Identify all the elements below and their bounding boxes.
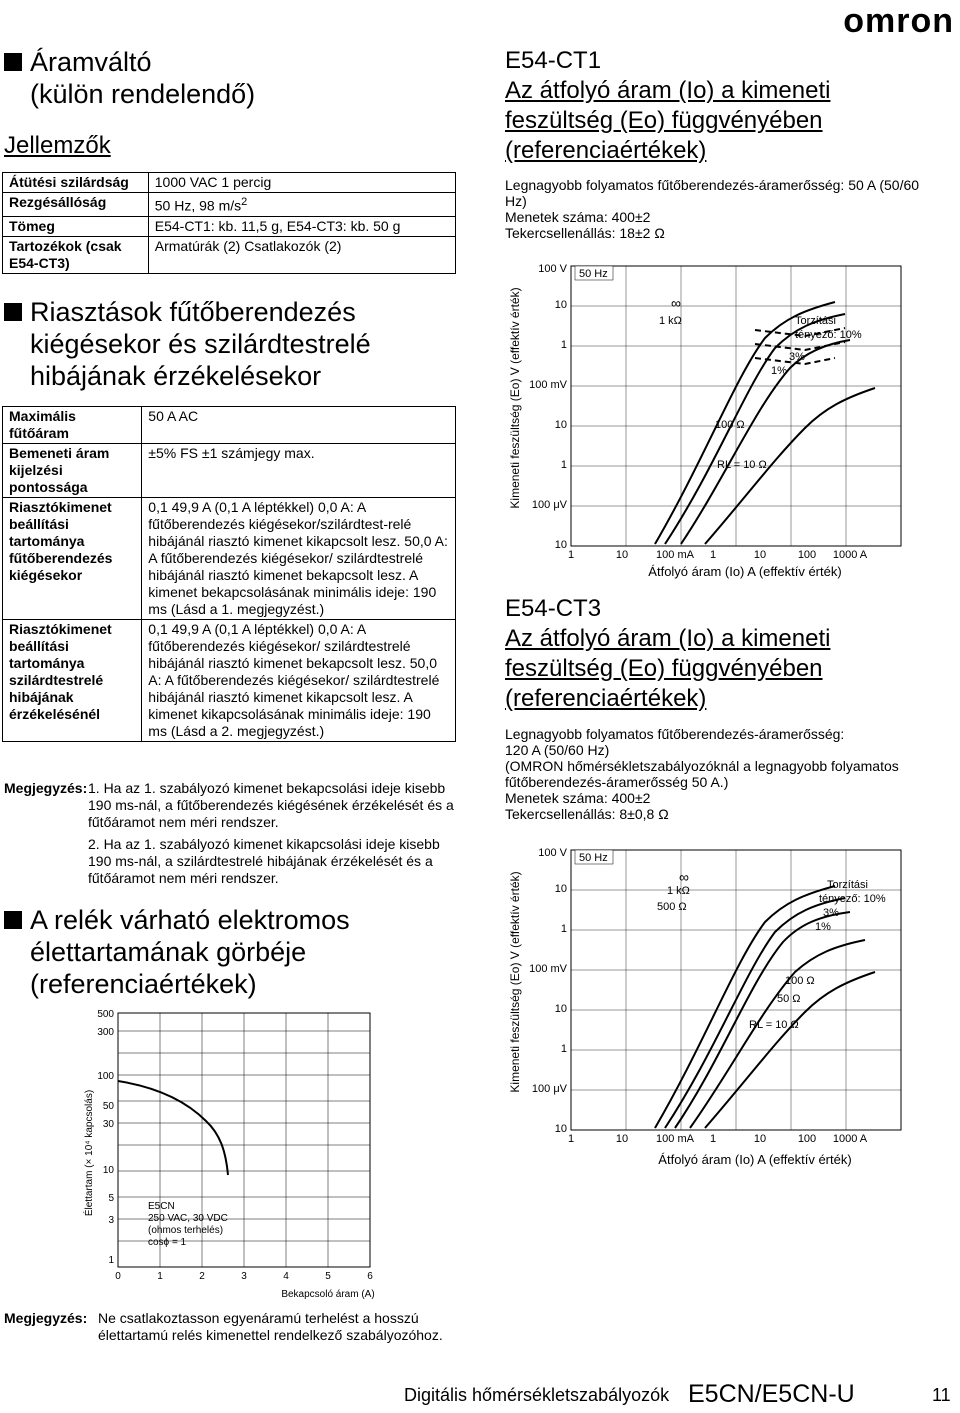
svg-text:10: 10 [554, 883, 567, 895]
svg-text:100 Ω: 100 Ω [715, 419, 745, 431]
life-xtick: 5 [325, 1271, 331, 1282]
life-ytick: 1 [108, 1255, 114, 1266]
svg-text:100 μV: 100 μV [531, 1083, 567, 1095]
ct3-chart [505, 842, 960, 1172]
svg-text:10: 10 [753, 549, 767, 561]
life-ytick: 3 [108, 1215, 114, 1226]
ct1-specs: Legnagyobb folyamatos fűtőberendezés-áramerősség: 50 A (50/60 Hz) Menetek száma: 400±2 Tekercsellenállás: 18±2 Ω [505, 177, 920, 241]
bottom-note-label: Megjegyzés: [4, 1310, 88, 1326]
ct1-title: E54-CT1 Az átfolyó áram (Io) a kimeneti feszültség (Eo) függvényében (referenciaértékek) [505, 47, 831, 164]
jellemzok-heading: Jellemzők [4, 132, 111, 159]
section-title-aramvalto: Áramváltó (külön rendelendő) [4, 46, 255, 110]
square-bullet-icon [4, 911, 22, 929]
svg-text:1: 1 [560, 459, 567, 471]
life-ytick: 50 [102, 1101, 114, 1112]
ct1-xlabel: Átfolyó áram (Io) A (effektív érték) [648, 564, 842, 579]
life-ytick: 100 [97, 1071, 114, 1082]
life-xtick: 0 [115, 1271, 121, 1282]
section-title-life: A relék várható elektromos élettartamának görbéje (referenciaértékek) [4, 904, 350, 1000]
svg-text:100 V: 100 V [538, 263, 567, 275]
relay-life-chart [76, 1005, 396, 1305]
svg-text:100 mA: 100 mA [656, 549, 694, 561]
svg-text:10: 10 [554, 539, 567, 551]
life-xtick: 1 [157, 1271, 163, 1282]
ct3-title: E54-CT3 Az átfolyó áram (Io) a kimeneti feszültség (Eo) függvényében (referenciaértékek) [505, 595, 831, 712]
life-legend: (ohmos terhelés) [148, 1225, 224, 1236]
svg-text:10: 10 [554, 1123, 567, 1135]
svg-text:1000 A: 1000 A [832, 549, 868, 561]
ct3-ylabel: Kimeneti feszültség (Eo) V (effektív érték) [508, 871, 522, 1093]
life-xtick: 3 [241, 1271, 247, 1282]
svg-text:50 Ω: 50 Ω [777, 993, 801, 1005]
life-ylabel: Élettartam (× 10⁴ kapcsolás) [84, 1089, 95, 1217]
page-number: 11 [932, 1385, 951, 1405]
svg-text:10: 10 [615, 1133, 629, 1145]
section-title-riasztasok: Riasztások fűtőberendezés kiégésekor és szilárdtestrelé hibájának érzékelésekor [4, 296, 371, 392]
svg-text:RL = 10 Ω: RL = 10 Ω [749, 1019, 799, 1031]
spec-table: Átütési szilárdság 1000 VAC 1 percig Rezgésállóság 50 Hz, 98 $m/s^2$ Tömeg E54-CT1: kb. 11,5 g, E54-CT3: kb. 50 g Tartozékok (csak E54-CT3) Armatúrák (2) Csatlakozók (2) [2, 172, 456, 274]
life-legend: cosϕ = 1 [148, 1237, 187, 1248]
ct3-specs: Legnagyobb folyamatos fűtőberendezés-áramerősség: 120 A (50/60 Hz) (OMRON hőmérsékletszabályozóknál a legnagyobb folyamatos fűtőberendezés-áramerősség 50 A.) Menetek száma: 400±2 Tekercsellenállás: 8±0,8 Ω [505, 726, 899, 822]
square-bullet-icon [4, 53, 22, 71]
svg-text:1000 A: 1000 A [832, 1133, 868, 1145]
svg-text:3%: 3% [789, 351, 805, 363]
svg-text:10: 10 [554, 1003, 567, 1015]
ct1-chart [505, 258, 960, 588]
life-ytick: 5 [108, 1193, 114, 1204]
svg-text:1%: 1% [815, 921, 831, 933]
life-legend: 250 VAC, 30 VDC [148, 1213, 228, 1224]
svg-text:10: 10 [554, 419, 567, 431]
life-ytick: 500 [97, 1009, 114, 1020]
svg-text:10: 10 [753, 1133, 767, 1145]
svg-text:50 Hz: 50 Hz [579, 852, 608, 864]
svg-text:100 mA: 100 mA [656, 1133, 694, 1145]
svg-text:1%: 1% [771, 365, 787, 377]
svg-text:1: 1 [560, 1043, 567, 1055]
life-xtick: 2 [199, 1271, 205, 1282]
svg-text:1: 1 [560, 923, 567, 935]
footer-model: E5CN/E5CN-U [688, 1380, 855, 1408]
svg-text:100 mV: 100 mV [529, 379, 567, 391]
life-xlabel: Bekapcsoló áram (A) [281, 1289, 375, 1300]
svg-text:10: 10 [615, 549, 629, 561]
ct1-grid [571, 266, 901, 546]
square-bullet-icon [4, 303, 22, 321]
svg-text:100: 100 [797, 1133, 817, 1145]
svg-text:100 V: 100 V [538, 847, 567, 859]
note-2: 2. Ha az 1. szabályozó kimenet kikapcsolási ideje kisebb 190 ms-nál, a szilárdtestrelé hibájának érzékelését és a fűtőáramot nem méri rendszer. [88, 836, 440, 886]
svg-text:1: 1 [709, 549, 717, 561]
ct3-curves [655, 886, 875, 1128]
life-ytick: 30 [102, 1119, 114, 1130]
life-curve [118, 1081, 228, 1175]
svg-text:∞: ∞ [671, 295, 681, 311]
svg-text:1: 1 [567, 549, 575, 561]
bottom-note: Ne csatlakoztasson egyenáramú terhelést a hosszú élettartamú relés kimenettel rendelkező szabályozóhoz. [98, 1310, 443, 1343]
svg-text:RL = 10 Ω: RL = 10 Ω [717, 459, 767, 471]
svg-text:100: 100 [797, 549, 817, 561]
svg-text:tényező: 10%: tényező: 10% [819, 893, 886, 905]
notes-label: Megjegyzés: [4, 780, 88, 796]
ct3-grid [571, 850, 901, 1130]
life-xtick: 4 [283, 1271, 289, 1282]
omron-logo: omron [843, 2, 954, 40]
svg-text:100 Ω: 100 Ω [785, 975, 815, 987]
svg-text:∞: ∞ [679, 869, 689, 885]
svg-text:500 Ω: 500 Ω [657, 901, 687, 913]
life-xtick: 6 [367, 1271, 373, 1282]
svg-text:50 Hz: 50 Hz [579, 268, 608, 280]
svg-text:1: 1 [560, 339, 567, 351]
svg-text:100 μV: 100 μV [531, 499, 567, 511]
svg-text:tényező: 10%: tényező: 10% [795, 329, 862, 341]
svg-text:1 kΩ: 1 kΩ [659, 315, 682, 327]
footer-text: Digitális hőmérsékletszabályozók [404, 1385, 670, 1405]
life-ytick: 300 [97, 1027, 114, 1038]
svg-text:3%: 3% [823, 907, 839, 919]
note-1: 1. Ha az 1. szabályozó kimenet bekapcsolási ideje kisebb 190 ms-nál, a fűtőberendezés kiégésének érzékelését és a fűtőáramot nem méri rendszer. [88, 780, 454, 830]
svg-text:100 mV: 100 mV [529, 963, 567, 975]
alarm-table: Maximális fűtőáram 50 A AC Bemeneti áram kijelzési pontossága ±5% FS ±1 számjegy max. Riasztókimenet beállítási tartománya fűtőberendezés kiégésekor 0,1 49,9 A (0,1 A léptékkel) 0,0 A: A fűtőberendezés kiégésekor/szilárdtest-relé hibájánál riasztó kimenet kikapcsolt lesz. 50,0 A: A fűtőberendezés kiégésekor/ szilárdtestrelé hibájánál riasztó kimenet bekapcsolt lesz. A kimenet bekapcsolásának minimális ideje: 190 ms (Lásd a 1. megjegyzést.) Riasztókimenet beállítási tartománya szilárdtestrelé hibájának érzékelésénél 0,1 49,9 A (0,1 A léptékkel) 0,0 A: A fűtőberendezés kiégésekor/ szilárdtestrelé hibájánál riasztó kimenet bekapcsolt lesz. 50,0 A: A fűtőberendezés kiégésekor/ szilárdtestrelé hibájánál riasztó kimenet kikapcsolt lesz. A kimenet kikapcsolásának minimális ideje: 190 ms (Lásd a 2. megjegyzést.) [2, 406, 456, 742]
svg-text:1 kΩ: 1 kΩ [667, 885, 690, 897]
svg-text:Torzítási: Torzítási [795, 315, 836, 327]
svg-text:1: 1 [567, 1133, 575, 1145]
svg-text:10: 10 [554, 299, 567, 311]
svg-text:Torzítási: Torzítási [827, 879, 868, 891]
svg-text:1: 1 [709, 1133, 717, 1145]
ct1-ylabel: Kimeneti feszültség (Eo) V (effektív érték) [508, 287, 522, 509]
life-ytick: 10 [102, 1165, 114, 1176]
life-legend: E5CN [148, 1201, 175, 1212]
ct3-xlabel: Átfolyó áram (Io) A (effektív érték) [658, 1152, 852, 1167]
